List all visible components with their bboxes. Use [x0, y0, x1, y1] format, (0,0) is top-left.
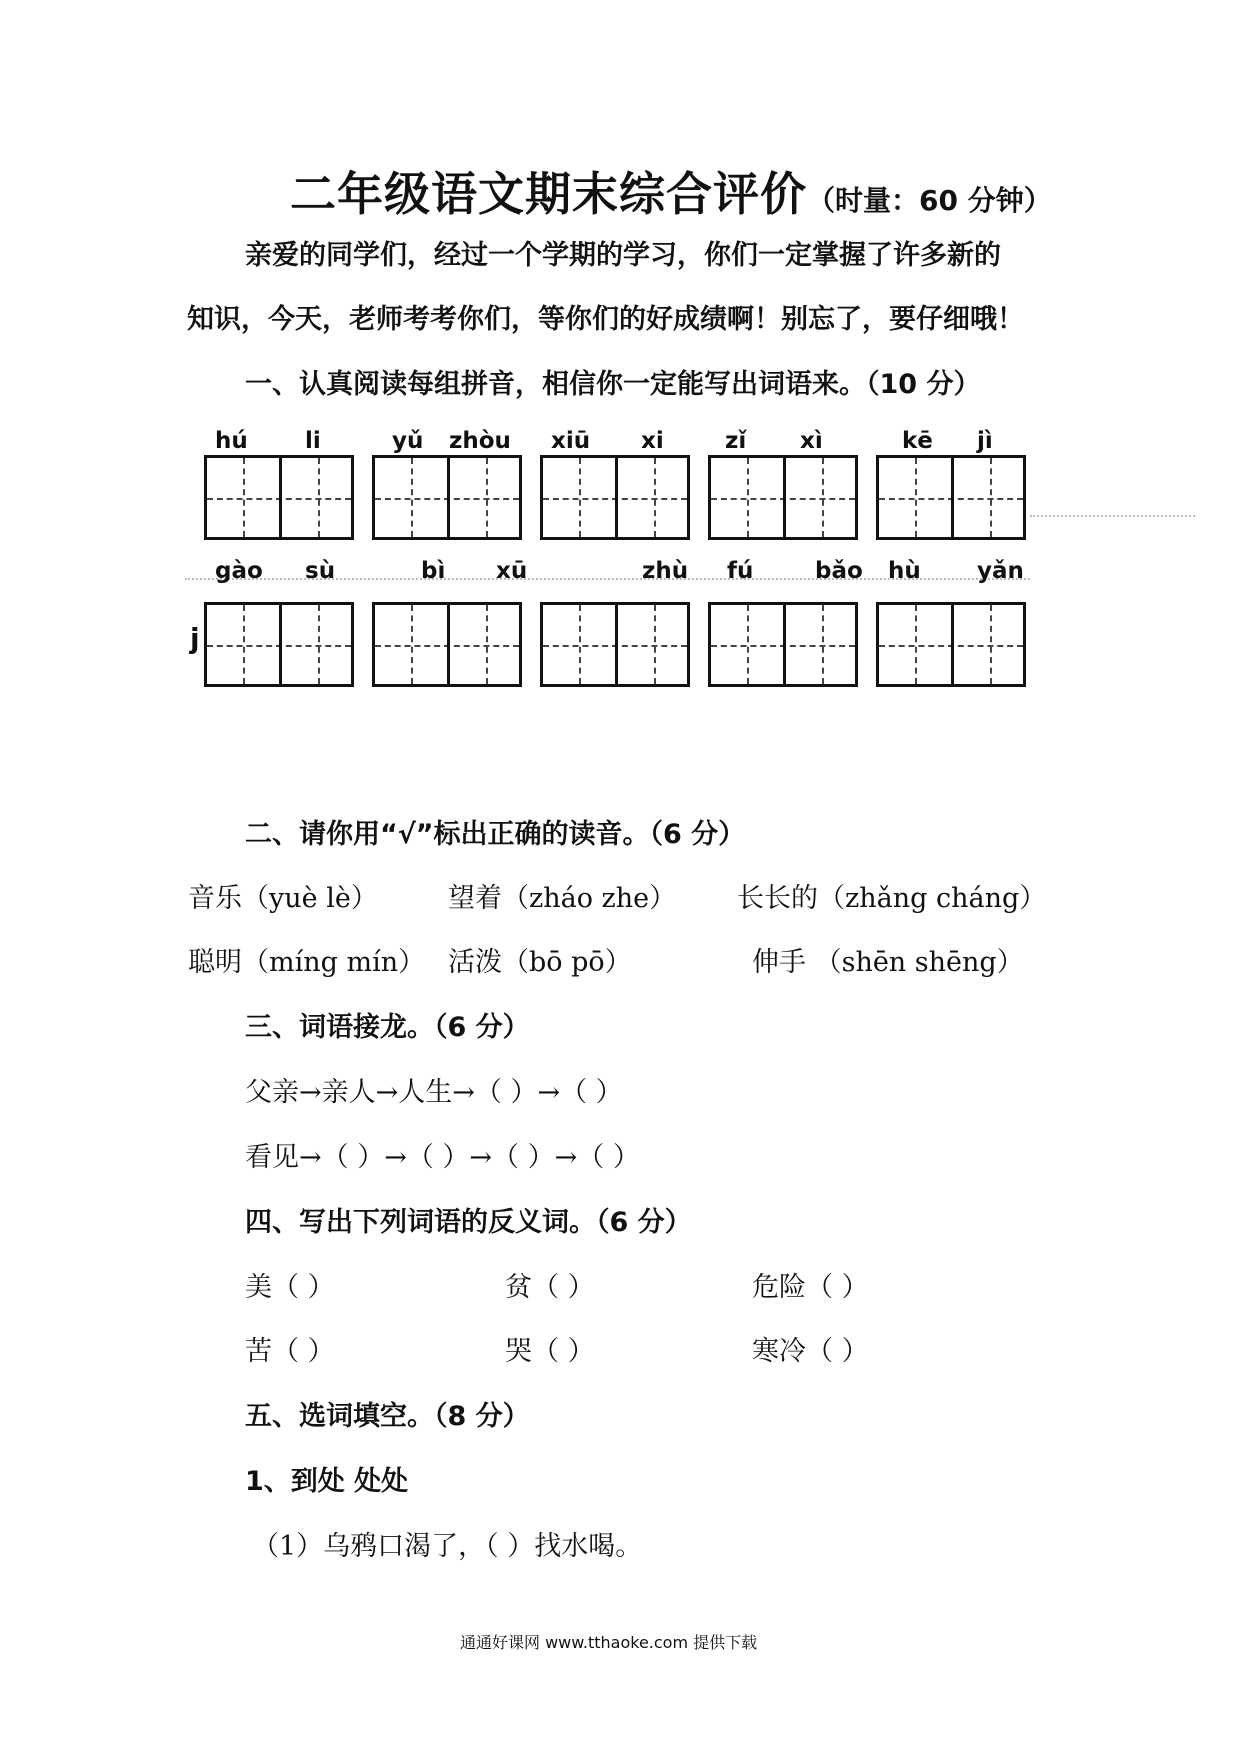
writing-box[interactable]	[540, 602, 690, 687]
intro-line-1: 亲爱的同学们，经过一个学期的学习，你们一定掌握了许多新的	[245, 240, 1001, 271]
reading-choice: 伸手 （shēn shēng）	[752, 947, 1024, 978]
pinyin: xiū	[551, 428, 591, 454]
pinyin: xū	[496, 558, 528, 584]
writing-box[interactable]	[540, 455, 690, 540]
antonym-item: 美（ ）	[245, 1272, 335, 1303]
writing-box[interactable]	[876, 455, 1026, 540]
pinyin: fú	[727, 558, 754, 584]
pinyin: kē	[902, 428, 933, 454]
writing-box[interactable]	[204, 602, 354, 687]
pinyin: xì	[800, 428, 823, 454]
writing-box[interactable]	[876, 602, 1026, 687]
section-4-heading: 四、写出下列词语的反义词。（6 分）	[245, 1207, 692, 1238]
word-chain-2: 看见→（ ）→（ ）→（ ）→（ ）	[245, 1142, 640, 1173]
section-3-heading: 三、词语接龙。（6 分）	[245, 1012, 530, 1043]
writing-box[interactable]	[204, 455, 354, 540]
reading-choice: 活泼（bō pō）	[448, 947, 632, 978]
pinyin: zǐ	[725, 428, 747, 454]
pinyin: gào	[215, 558, 263, 584]
reading-choice: 望着（zháo zhe）	[448, 883, 677, 914]
writing-box[interactable]	[372, 602, 522, 687]
antonym-item: 哭（ ）	[505, 1336, 595, 1367]
word-chain-1: 父亲→亲人→人生→（ ）→（ ）	[245, 1077, 623, 1108]
pinyin: zhòu	[449, 428, 511, 454]
pinyin: li	[305, 428, 321, 454]
dotted-rule	[1030, 515, 1195, 517]
title-main: 二年级语文期末综合评价	[290, 167, 807, 221]
pinyin: bǎo	[815, 558, 863, 584]
writing-box[interactable]	[708, 602, 858, 687]
antonym-item: 寒冷（ ）	[752, 1336, 869, 1367]
stray-letter: j	[190, 622, 200, 655]
pinyin: hù	[888, 558, 921, 584]
section-5-heading: 五、选词填空。（8 分）	[245, 1401, 530, 1432]
pinyin: xi	[641, 428, 664, 454]
writing-box[interactable]	[372, 455, 522, 540]
antonym-item: 苦（ ）	[245, 1336, 335, 1367]
reading-choice: 聪明（míng mín）	[188, 947, 426, 978]
antonym-item: 危险（ ）	[752, 1272, 869, 1303]
intro-line-2: 知识，今天，老师考考你们，等你们的好成绩啊！别忘了，要仔细哦！	[187, 304, 1024, 335]
antonym-item: 贫（ ）	[505, 1272, 595, 1303]
reading-choice: 音乐（yuè lè）	[188, 883, 378, 914]
section-1-heading: 一、认真阅读每组拼音，相信你一定能写出词语来。（10 分）	[245, 369, 981, 400]
title-duration: （时量：60 分钟）	[807, 184, 1052, 217]
question-1-options: 1、到处 处处	[245, 1466, 409, 1497]
writing-box[interactable]	[708, 455, 858, 540]
reading-choice: 长长的（zhǎng cháng）	[737, 883, 1047, 914]
footer-credit: 通通好课网 www.tthaoke.com 提供下载	[460, 1633, 758, 1652]
pinyin: sù	[305, 558, 336, 584]
question-1-sentence: （1）乌鸦口渴了，（ ）找水喝。	[252, 1531, 643, 1562]
section-2-heading: 二、请你用“√”标出正确的读音。（6 分）	[245, 819, 746, 850]
pinyin: yǎn	[977, 558, 1024, 584]
pinyin: zhù	[642, 558, 689, 584]
pinyin: bì	[421, 558, 446, 584]
pinyin: jì	[977, 428, 993, 454]
pinyin: yǔ	[392, 428, 424, 454]
page-title	[290, 158, 1052, 224]
pinyin: hú	[215, 428, 248, 454]
